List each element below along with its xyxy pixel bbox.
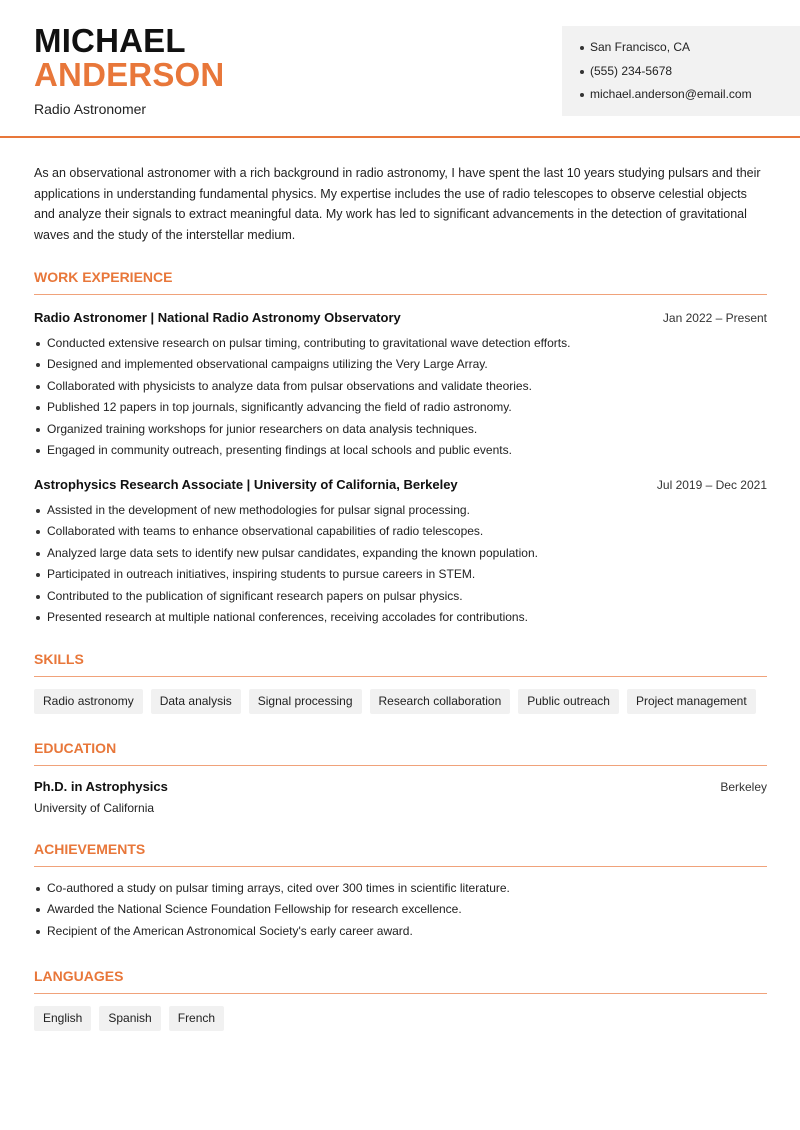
- education-school: University of California: [34, 801, 155, 815]
- last-name: ANDERSON: [34, 56, 225, 93]
- contact-email[interactable]: michael.anderson@email.com: [580, 83, 800, 107]
- job-dates: Jul 2019 – Dec 2021: [656, 478, 767, 492]
- list-item: Organized training workshops for junior researchers on data analysis techniques.: [34, 419, 767, 440]
- list-item: Collaborated with teams to enhance observational capabilities of radio telescopes.: [34, 521, 767, 542]
- job-role: Radio Astronomer | National Radio Astronomy Observatory: [34, 310, 401, 325]
- section-title-skills: SKILLS: [34, 650, 767, 677]
- list-item: Presented research at multiple national conferences, receiving accolades for contributions.: [34, 607, 767, 628]
- first-name: MICHAEL: [34, 22, 186, 59]
- list-item: Engaged in community outreach, presenting findings at local schools and public events.: [34, 440, 767, 461]
- skill-tag: Public outreach: [518, 689, 619, 714]
- section-title-achievements: ACHIEVEMENTS: [34, 840, 767, 867]
- section-title-languages: LANGUAGES: [34, 967, 767, 994]
- job-title: Radio Astronomer: [34, 101, 147, 117]
- job-entry: [34, 476, 767, 628]
- job-header: [34, 309, 767, 329]
- language-tag: French: [169, 1006, 224, 1031]
- section-title-work: WORK EXPERIENCE: [34, 268, 767, 295]
- list-item: Published 12 papers in top journals, significantly advancing the field of radio astronomy.: [34, 397, 767, 418]
- skills-tags: [34, 689, 756, 714]
- job-bullets: [34, 333, 767, 461]
- skill-tag: Project management: [627, 689, 756, 714]
- job-dates: Jan 2022 – Present: [662, 311, 767, 325]
- job-header: [34, 476, 767, 496]
- list-item: Collaborated with physicists to analyze data from pulsar observations and validate theories.: [34, 376, 767, 397]
- summary-paragraph: As an observational astronomer with a rich background in radio astronomy, I have spent the last 10 years studying pulsars and their applications in understanding fundamental physics. My expertise includes the use of radio telescopes to observe celestial objects and analyze their signals to extract meaningful data. My work has led to significant advancements in the detection of gravitational waves and the study of the interstellar medium.: [34, 166, 761, 243]
- achievements-entry: [34, 874, 767, 942]
- education-entry: [34, 778, 767, 817]
- contact-list: [580, 36, 800, 107]
- education-location: Berkeley: [720, 780, 767, 794]
- skill-tag: Research collaboration: [370, 689, 511, 714]
- list-item: Analyzed large data sets to identify new pulsar candidates, expanding the known population.: [34, 543, 767, 564]
- skill-tag: Data analysis: [151, 689, 241, 714]
- list-item: Participated in outreach initiatives, inspiring students to pursue careers in STEM.: [34, 564, 767, 585]
- list-item: Assisted in the development of new methodologies for pulsar signal processing.: [34, 500, 767, 521]
- language-tag: English: [34, 1006, 91, 1031]
- list-item: Conducted extensive research on pulsar timing, contributing to gravitational wave detection efforts.: [34, 333, 767, 354]
- job-bullets: [34, 500, 767, 628]
- list-item: Awarded the National Science Foundation Fellowship for research excellence.: [34, 899, 767, 920]
- list-item: Co-authored a study on pulsar timing arrays, cited over 300 times in scientific literature.: [34, 878, 767, 899]
- skill-tag: Radio astronomy: [34, 689, 143, 714]
- list-item: Recipient of the American Astronomical Society's early career award.: [34, 921, 767, 942]
- language-tag: Spanish: [99, 1006, 160, 1031]
- education-degree: Ph.D. in Astrophysics: [34, 779, 168, 794]
- language-tags: [34, 1006, 224, 1031]
- skill-tag: Signal processing: [249, 689, 362, 714]
- job-role: Astrophysics Research Associate | University of California, Berkeley: [34, 477, 458, 492]
- achievements-bullets: [34, 878, 767, 942]
- job-entry: [34, 309, 767, 461]
- resume-header: [0, 0, 800, 138]
- contact-box: [562, 26, 800, 116]
- contact-phone: (555) 234-5678: [580, 60, 800, 84]
- section-title-education: EDUCATION: [34, 739, 767, 766]
- contact-location: San Francisco, CA: [580, 36, 800, 60]
- list-item: Designed and implemented observational campaigns utilizing the Very Large Array.: [34, 354, 767, 375]
- list-item: Contributed to the publication of significant research papers on pulsar physics.: [34, 586, 767, 607]
